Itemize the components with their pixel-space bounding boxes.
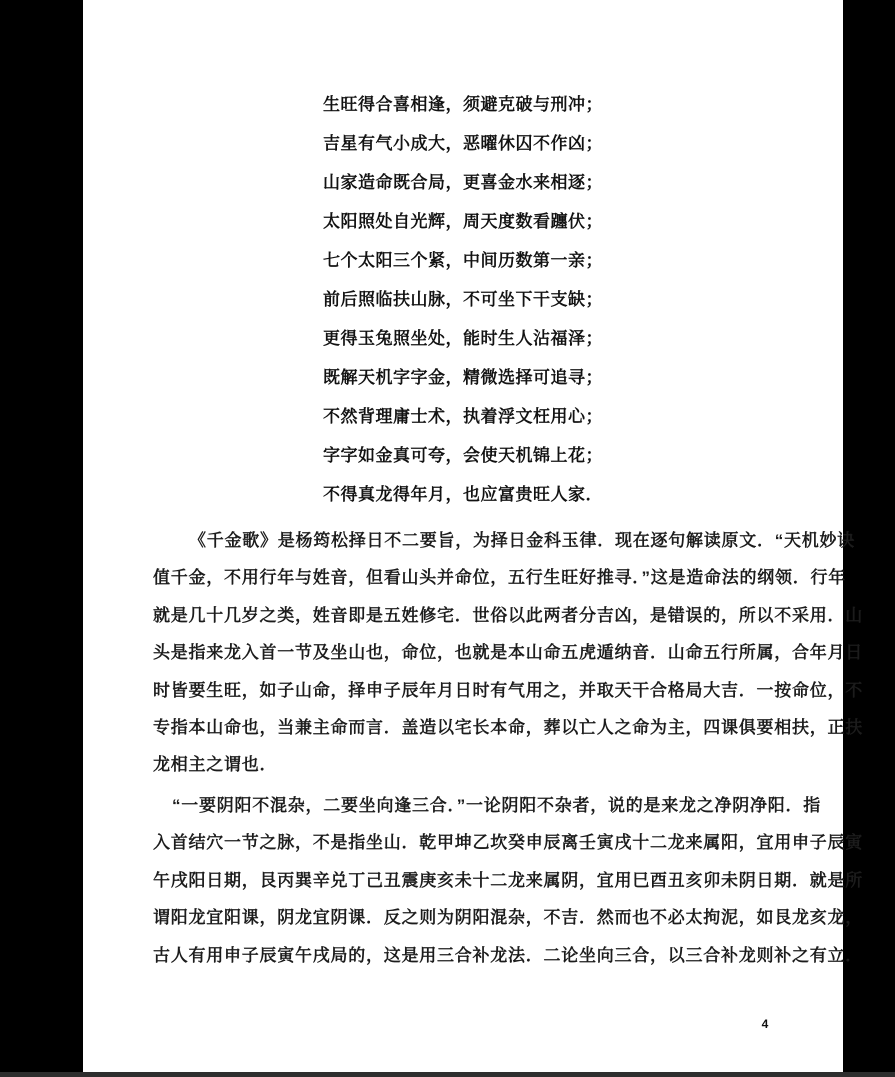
verse-line: 生旺得合喜相逢，须避克破与刑冲； [323,95,603,114]
body-text-line: 谓阳龙宜阳课，阴龙宜阴课．反之则为阴阳混杂，不吉．然而也不必太拘泥，如艮龙亥龙， [153,908,863,928]
body-text-line: 时皆要生旺，如子山命，择申子辰年月日时有气用之，并取天干合格局大吉．一按命位，不 [153,680,863,700]
body-text-line: 入首结穴一节之脉，不是指坐山．乾甲坤乙坎癸申辰离壬寅戌十二龙来属阳，宜用申子辰寅 [153,833,863,853]
commentary-paragraph-1 [153,522,863,784]
body-text-line: 就是几十几岁之类，姓音即是五姓修宅．世俗以此两者分吉凶，是错误的，所以不采用．山 [153,605,863,625]
verse-line: 前后照临扶山脉，不可坐下干支缺； [323,290,603,309]
commentary-paragraph-2 [153,787,863,974]
body-text-line: 专指本山命也，当兼主命而言．盖造以宅长本命，葬以亡人之命为主，四课俱要相扶，正扶 [153,718,863,738]
body-text-line: 龙相主之谓也． [153,755,278,775]
verse-line: 吉星有气小成大，恶曜休囚不作凶； [323,134,603,153]
body-text-line: 头是指来龙入首一节及坐山也，命位，也就是本山命五虎遁纳音．山命五行所属，合年月日 [153,643,863,663]
body-text-line: 值千金，不用行年与姓音，但看山头并命位，五行生旺好推寻．”这是造命法的纲领．行年 [153,568,846,588]
verse-line: 不然背理庸士术，执着浮文枉用心； [323,407,603,426]
verse-line: 更得玉兔照坐处，能时生人沾福泽； [323,329,603,348]
verse-line: 不得真龙得年月，也应富贵旺人家． [323,485,603,504]
verse-line: 既解天机字字金，精微选择可追寻； [323,368,603,387]
body-text-line: “一要阴阳不混杂，二要坐向逢三合．”一论阴阳不杂者，说的是来龙之净阴净阳．指 [172,796,821,815]
verse-line: 七个太阳三个紧，中间历数第一亲； [323,251,603,270]
page-number: 4 [761,1017,769,1031]
verse-block [83,85,843,514]
book-page [83,0,863,1072]
verse-line: 山家造命既合局，更喜金水来相逐； [323,173,603,192]
verse-line: 字字如金真可夸，会使天机锦上花； [323,446,603,465]
body-text-line: 古人有用申子辰寅午戌局的，这是用三合补龙法．二论坐向三合，以三合补龙则补之有立． [153,945,863,965]
body-text-line: 午戌阳日期，艮丙巽辛兑丁己丑震庚亥未十二龙来属阴，宜用巳酉丑亥卯未阴日期．就是所 [153,870,863,890]
verse-line: 太阳照处自光辉，周天度数看躔伏； [323,212,603,231]
body-text-line: 《千金歌》是杨筠松择日不二要旨，为择日金科玉律．现在逐句解读原文．“天机妙诀 [189,531,855,550]
scan-border-bottom [0,1072,895,1077]
